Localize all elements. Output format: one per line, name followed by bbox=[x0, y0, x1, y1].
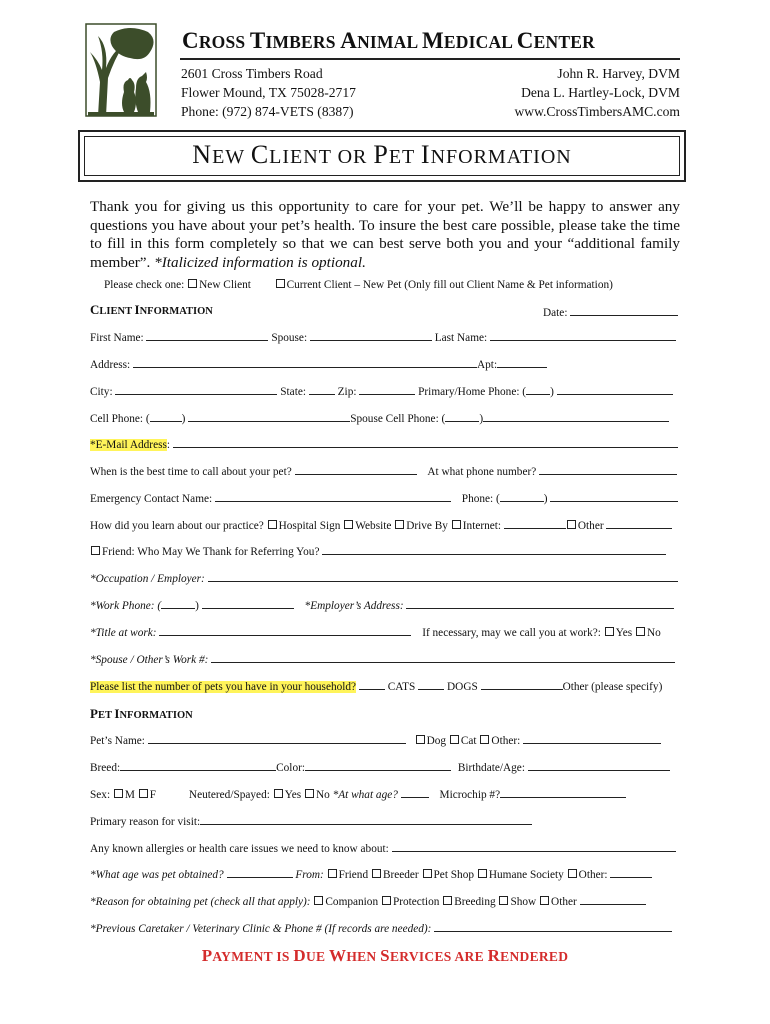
zip-input[interactable] bbox=[359, 383, 415, 395]
title-rule bbox=[180, 58, 680, 60]
pet-name-row: Pet’s Name: Dog Cat Other: bbox=[90, 732, 661, 747]
protection-checkbox[interactable] bbox=[382, 896, 391, 905]
pet-name-input[interactable] bbox=[148, 732, 406, 744]
emergency-row: Emergency Contact Name: Phone: ( ) bbox=[90, 490, 678, 505]
referral-source-row: How did you learn about our practice? Hospital Sign Website Drive By Internet: Other bbox=[90, 517, 672, 532]
email-input[interactable] bbox=[173, 436, 678, 448]
from-friend-checkbox[interactable] bbox=[328, 869, 337, 878]
other-pets-input[interactable] bbox=[481, 678, 563, 690]
address-row: Address: Apt: bbox=[90, 356, 547, 371]
female-checkbox[interactable] bbox=[139, 789, 148, 798]
work-phone-row: *Work Phone: ( ) *Employer’s Address: bbox=[90, 597, 674, 612]
cell-row: Cell Phone: ( ) Spouse Cell Phone: ( ) bbox=[90, 410, 669, 425]
clinic-doctors: John R. Harvey, DVM Dena L. Hartley-Lock, DVM www.CrossTimbersAMC.com bbox=[514, 66, 680, 119]
current-client-checkbox[interactable] bbox=[276, 279, 285, 288]
clinic-logo bbox=[84, 22, 158, 118]
color-input[interactable] bbox=[305, 759, 451, 771]
breed-row: Breed: Color: Birthdate/Age: bbox=[90, 759, 670, 774]
form-title: NEW CLIENT OR PET INFORMATION bbox=[192, 140, 572, 169]
spouse-cell-area-input[interactable] bbox=[445, 410, 479, 422]
spouse-work-input[interactable] bbox=[211, 651, 675, 663]
breed-input[interactable] bbox=[120, 759, 276, 771]
other-species-input[interactable] bbox=[523, 732, 661, 744]
sex-row: Sex: M F Neutered/Spayed: Yes No *At what age? Microchip #? bbox=[90, 786, 626, 801]
new-client-checkbox[interactable] bbox=[188, 279, 197, 288]
friend-row: Friend: Who May We Thank for Referring You? bbox=[90, 543, 666, 558]
allergies-row: Any known allergies or health care issues we need to know about: bbox=[90, 840, 676, 855]
from-pet-shop-checkbox[interactable] bbox=[423, 869, 432, 878]
client-info-heading: CLIENT INFORMATION bbox=[90, 302, 213, 317]
show-checkbox[interactable] bbox=[499, 896, 508, 905]
spouse-work-row: *Spouse / Other’s Work #: bbox=[90, 651, 675, 666]
state-input[interactable] bbox=[309, 383, 335, 395]
birthdate-input[interactable] bbox=[528, 759, 670, 771]
from-humane-checkbox[interactable] bbox=[478, 869, 487, 878]
intro-paragraph: Thank you for giving us this opportunity to care for your pet. We’ll be happy to answer any questions you have about your pet’s health. To insure the best care possible, please take the time to fill in this form completely so that we can best serve both you and your “additional family member”. *Italicized information is optional. bbox=[90, 198, 680, 271]
clinic-title: CROSS TIMBERS ANIMAL MEDICAL CENTER bbox=[182, 28, 595, 53]
previous-caretaker-row: *Previous Caretaker / Veterinary Clinic & Phone # (If records are needed): bbox=[90, 920, 672, 935]
previous-caretaker-input[interactable] bbox=[434, 920, 672, 932]
cat-checkbox[interactable] bbox=[450, 735, 459, 744]
drive-by-checkbox[interactable] bbox=[395, 520, 404, 529]
work-phone-input[interactable] bbox=[202, 597, 294, 609]
city-row: City: State: Zip: Primary/Home Phone: ( ) bbox=[90, 383, 673, 398]
friend-checkbox[interactable] bbox=[91, 546, 100, 555]
last-name-input[interactable] bbox=[490, 329, 676, 341]
home-area-input[interactable] bbox=[526, 383, 550, 395]
payment-notice: PAYMENT IS DUE WHEN SERVICES ARE RENDERED bbox=[201, 946, 569, 965]
breeding-checkbox[interactable] bbox=[443, 896, 452, 905]
primary-reason-row: Primary reason for visit: bbox=[90, 813, 532, 828]
at-phone-input[interactable] bbox=[539, 463, 677, 475]
spouse-input[interactable] bbox=[310, 329, 432, 341]
friend-input[interactable] bbox=[322, 543, 666, 555]
internet-input[interactable] bbox=[504, 517, 566, 529]
reason-other-checkbox[interactable] bbox=[540, 896, 549, 905]
allergies-input[interactable] bbox=[392, 840, 676, 852]
address-input[interactable] bbox=[133, 356, 477, 368]
best-time-row: When is the best time to call about your pet? At what phone number? bbox=[90, 463, 677, 478]
age-obtained-input[interactable] bbox=[227, 866, 293, 878]
neuter-age-input[interactable] bbox=[401, 786, 429, 798]
hospital-sign-checkbox[interactable] bbox=[268, 520, 277, 529]
best-time-input[interactable] bbox=[295, 463, 417, 475]
internet-checkbox[interactable] bbox=[452, 520, 461, 529]
other-source-input[interactable] bbox=[606, 517, 672, 529]
city-input[interactable] bbox=[115, 383, 277, 395]
home-phone-input[interactable] bbox=[557, 383, 673, 395]
title-work-row: *Title at work: If necessary, may we call you at work?: Yes No bbox=[90, 624, 661, 639]
emergency-area-input[interactable] bbox=[500, 490, 544, 502]
dog-checkbox[interactable] bbox=[416, 735, 425, 744]
microchip-input[interactable] bbox=[500, 786, 626, 798]
cell-area-input[interactable] bbox=[150, 410, 182, 422]
clinic-address: 2601 Cross Timbers Road Flower Mound, TX 75028-2717 Phone: (972) 874-VETS (8387) bbox=[181, 66, 356, 119]
neutered-yes-checkbox[interactable] bbox=[274, 789, 283, 798]
call-work-no-checkbox[interactable] bbox=[636, 627, 645, 636]
name-row: First Name: Spouse: Last Name: bbox=[90, 329, 676, 344]
work-area-input[interactable] bbox=[161, 597, 195, 609]
client-type-row: Please check one: New Client Current Client – New Pet (Only fill out Client Name & Pet information) bbox=[104, 279, 613, 291]
reason-obtaining-row: *Reason for obtaining pet (check all that apply): Companion Protection Breeding Show Other bbox=[90, 893, 646, 908]
date-field[interactable]: Date: bbox=[543, 304, 678, 319]
pet-info-heading: PET INFORMATION bbox=[90, 706, 193, 721]
first-name-input[interactable] bbox=[146, 329, 268, 341]
cell-phone-input[interactable] bbox=[188, 410, 350, 422]
emergency-phone-input[interactable] bbox=[550, 490, 678, 502]
from-breeder-checkbox[interactable] bbox=[372, 869, 381, 878]
other-source-checkbox[interactable] bbox=[567, 520, 576, 529]
reason-other-input[interactable] bbox=[580, 893, 646, 905]
emergency-name-input[interactable] bbox=[215, 490, 451, 502]
primary-reason-input[interactable] bbox=[200, 813, 532, 825]
male-checkbox[interactable] bbox=[114, 789, 123, 798]
age-obtained-row: *What age was pet obtained? From: Friend Breeder Pet Shop Humane Society Other: bbox=[90, 866, 652, 881]
cats-count-input[interactable] bbox=[359, 678, 385, 690]
dogs-count-input[interactable] bbox=[418, 678, 444, 690]
companion-checkbox[interactable] bbox=[314, 896, 323, 905]
email-row: *E-Mail Address: bbox=[90, 436, 678, 451]
call-work-yes-checkbox[interactable] bbox=[605, 627, 614, 636]
occupation-row: *Occupation / Employer: bbox=[90, 570, 678, 585]
from-other-checkbox[interactable] bbox=[568, 869, 577, 878]
website-checkbox[interactable] bbox=[344, 520, 353, 529]
title-at-work-input[interactable] bbox=[159, 624, 411, 636]
occupation-input[interactable] bbox=[208, 570, 678, 582]
employer-address-input[interactable] bbox=[406, 597, 674, 609]
form-title-banner bbox=[78, 130, 686, 182]
pets-count-row: Please list the number of pets you have in your household? CATS DOGS Other (please specify) bbox=[90, 678, 662, 693]
other-species-checkbox[interactable] bbox=[480, 735, 489, 744]
from-other-input[interactable] bbox=[610, 866, 652, 878]
spouse-cell-input[interactable] bbox=[483, 410, 669, 422]
apt-input[interactable] bbox=[497, 356, 547, 368]
neutered-no-checkbox[interactable] bbox=[305, 789, 314, 798]
